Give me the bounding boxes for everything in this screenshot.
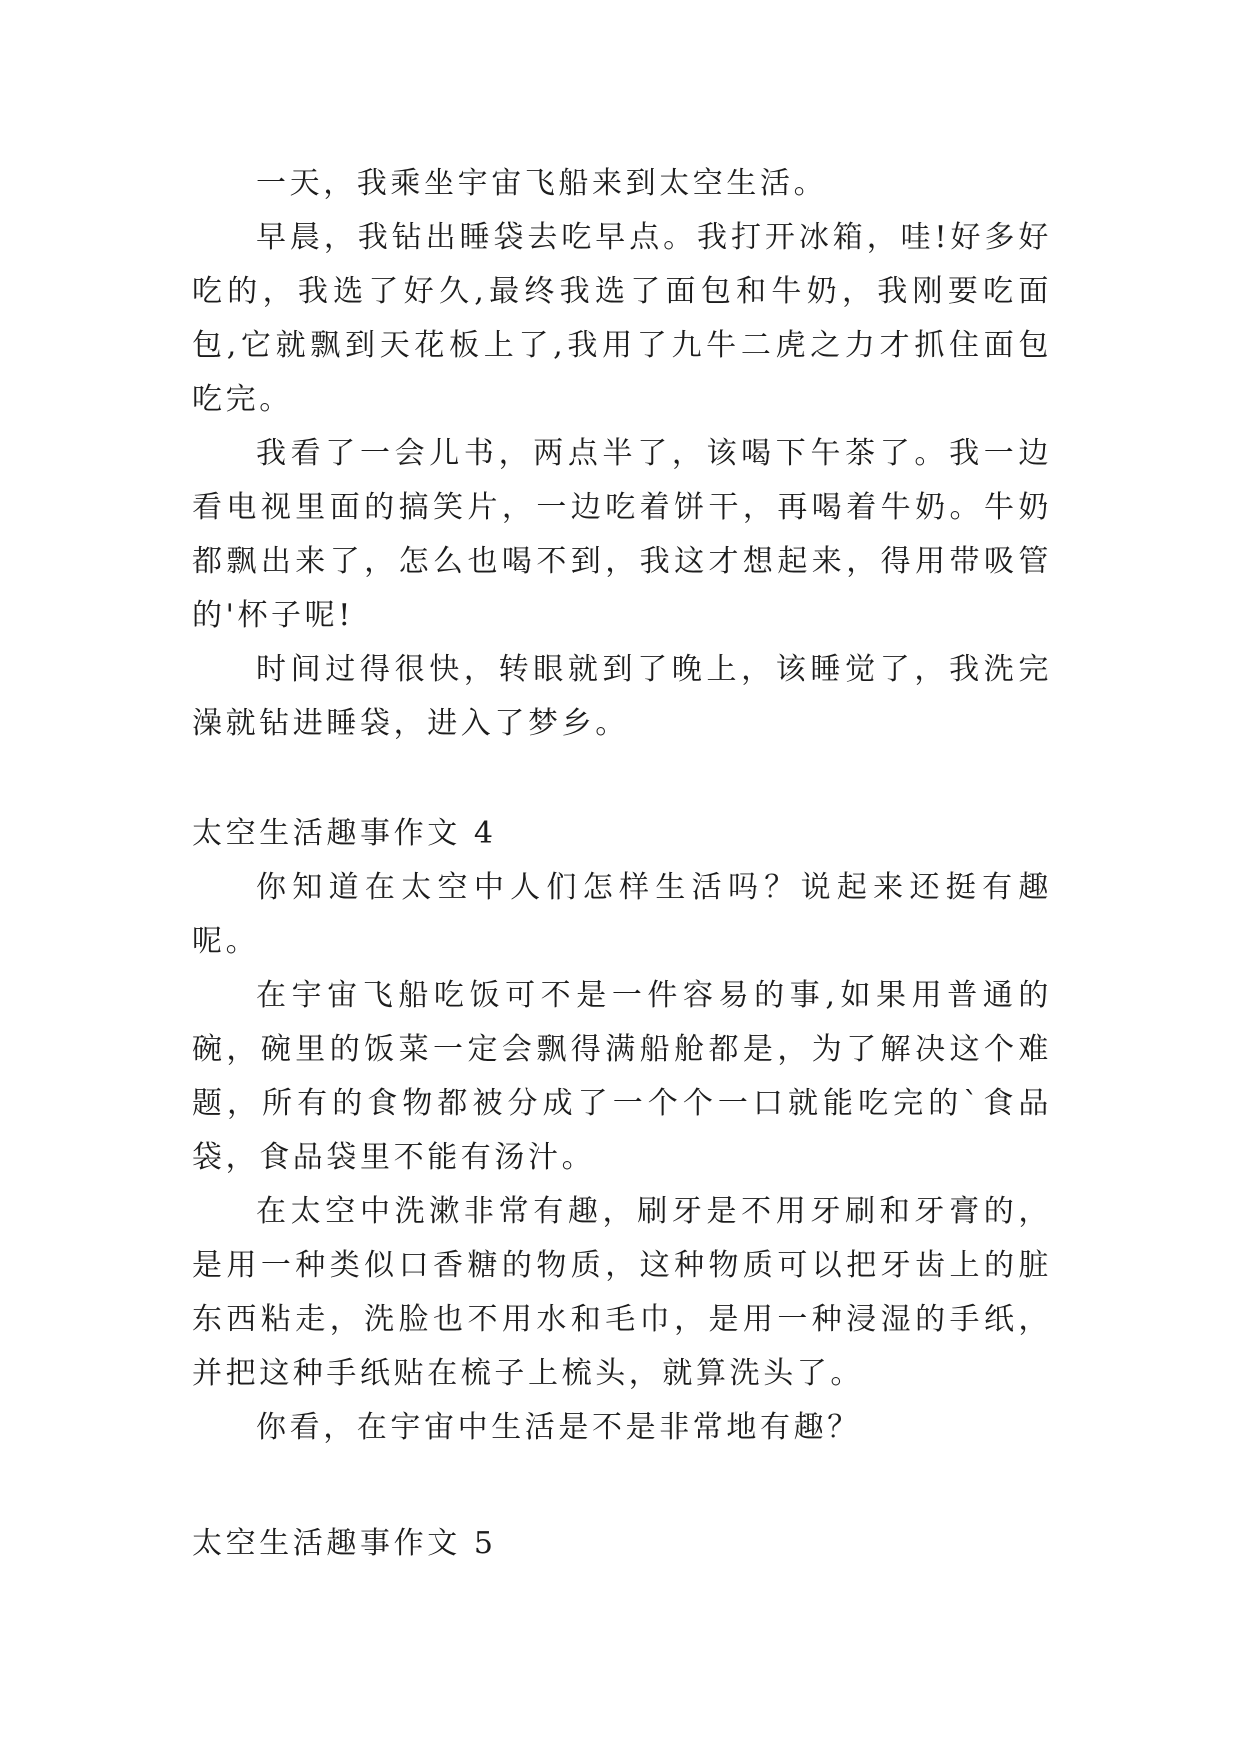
paragraph: 在宇宙飞船吃饭可不是一件容易的事,如果用普通的碗，碗里的饭菜一定会飘得满船舱都是，为了解决这个难题，所有的食物都被分成了一个个一口就能吃完的`食品袋，食品袋里不能有汤汁。 xyxy=(192,978,1052,1175)
paragraph: 你看，在宇宙中生活是不是非常地有趣？ xyxy=(256,1410,861,1445)
section-heading-5: 太空生活趣事作文 5 xyxy=(192,1526,497,1561)
document-body xyxy=(192,157,1052,1571)
paragraph: 在太空中洗漱非常有趣，刷牙是不用牙刷和牙膏的，是用一种类似口香糖的物质，这种物质可以把牙齿上的脏东西粘走，洗脸也不用水和毛巾，是用一种浸湿的手纸，并把这种手纸贴在梳子上梳头，就算洗头了。 xyxy=(192,1194,1052,1391)
paragraph: 时间过得很快，转眼就到了晚上，该睡觉了，我洗完澡就钻进睡袋，进入了梦乡。 xyxy=(192,652,1052,741)
section-heading-4: 太空生活趣事作文 4 xyxy=(192,816,497,851)
paragraph: 我看了一会儿书，两点半了，该喝下午茶了。我一边看电视里面的搞笑片，一边吃着饼干，再喝着牛奶。牛奶都飘出来了，怎么也喝不到，我这才想起来，得用带吸管的'杯子呢! xyxy=(192,436,1052,633)
paragraph: 你知道在太空中人们怎样生活吗？说起来还挺有趣呢。 xyxy=(192,870,1052,959)
paragraph: 一天，我乘坐宇宙飞船来到太空生活。 xyxy=(256,166,828,201)
paragraph: 早晨，我钻出睡袋去吃早点。我打开冰箱，哇!好多好吃的，我选了好久,最终我选了面包和牛奶，我刚要吃面包,它就飘到天花板上了,我用了九牛二虎之力才抓住面包吃完。 xyxy=(192,220,1052,417)
